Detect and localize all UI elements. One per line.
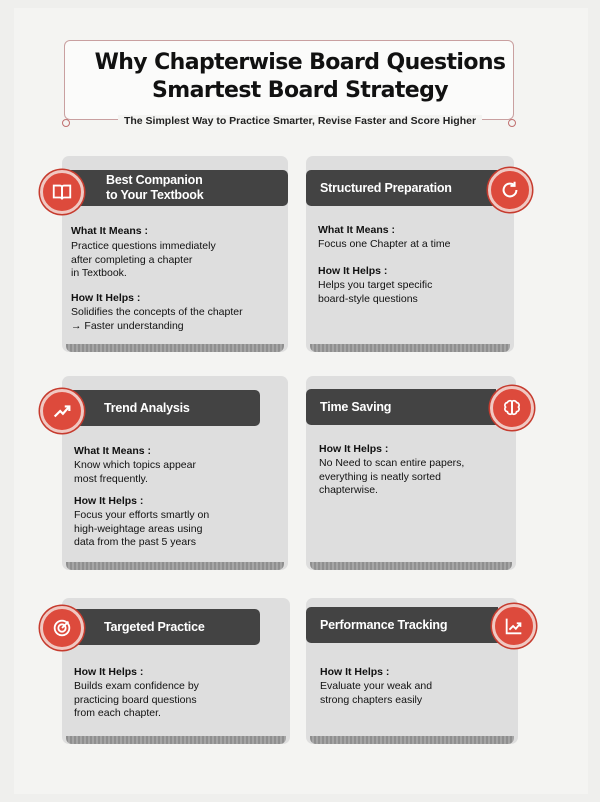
card-3-how-label: How It Helps : [74, 495, 144, 507]
card-5-how-label: How It Helps : [74, 666, 144, 678]
target-icon [40, 606, 84, 650]
brain-icon [490, 386, 534, 430]
card-6-title: Performance Tracking [320, 617, 448, 632]
refresh-arrow-icon [488, 168, 532, 212]
card-1-what-label: What It Means : [71, 225, 149, 237]
card-2-banner [306, 170, 506, 206]
card-4-how-label: How It Helps : [319, 443, 389, 455]
card-3-what-label: What It Means : [74, 445, 152, 457]
card-2-how-label: How It Helps : [318, 265, 388, 277]
page-subtitle: The Simplest Way to Practice Smarter, Revise Faster and Score Higher [0, 115, 600, 127]
card-1-title-line-2: to Your Textbook [106, 188, 204, 202]
card-4-how-text: No Need to scan entire papers, everything is neatly sorted chapterwise. [319, 457, 465, 496]
card-2-title: Structured Preparation [320, 180, 452, 195]
card-2-what-label: What It Means : [318, 224, 396, 236]
card-1-title-line-1: Best Companion [106, 173, 203, 187]
card-3-how-text: Focus your efforts smartly on high-weightage areas using data from the past 5 years [74, 509, 210, 548]
card-1-banner [68, 170, 288, 206]
card-6-how-text: Evaluate your weak and strong chapters easily [320, 680, 433, 706]
card-2-how-text: Helps you target specific board-style questions [318, 279, 433, 305]
card-6-how-label: How It Helps : [320, 666, 390, 678]
card-5-title: Targeted Practice [104, 619, 205, 634]
trend-arrow-icon [40, 389, 84, 433]
card-6-banner [306, 607, 498, 643]
card-2-what-text: Focus one Chapter at a time [318, 238, 451, 250]
card-5-how-text: Builds exam confidence by practicing board questions from each chapter. [74, 680, 199, 719]
card-3-banner [68, 390, 260, 426]
page-title-line-1: Why Chapterwise Board Questions [94, 50, 506, 75]
chart-growth-icon [492, 604, 536, 648]
card-1-how-text: Solidifies the concepts of the chapter → Faster understanding [71, 306, 243, 332]
card-3-what-text: Know which topics appear most frequently. [74, 459, 196, 485]
card-4-banner [306, 389, 496, 425]
card-1-how-label: How It Helps : [71, 292, 141, 304]
page-title-line-2: Smartest Board Strategy [152, 78, 448, 103]
book-icon [40, 170, 84, 214]
card-4-title: Time Saving [320, 399, 392, 414]
card-5-banner [68, 609, 260, 645]
card-1-what-text: Practice questions immediately after completing a chapter in Textbook. [71, 240, 216, 279]
card-3-title: Trend Analysis [104, 400, 190, 415]
